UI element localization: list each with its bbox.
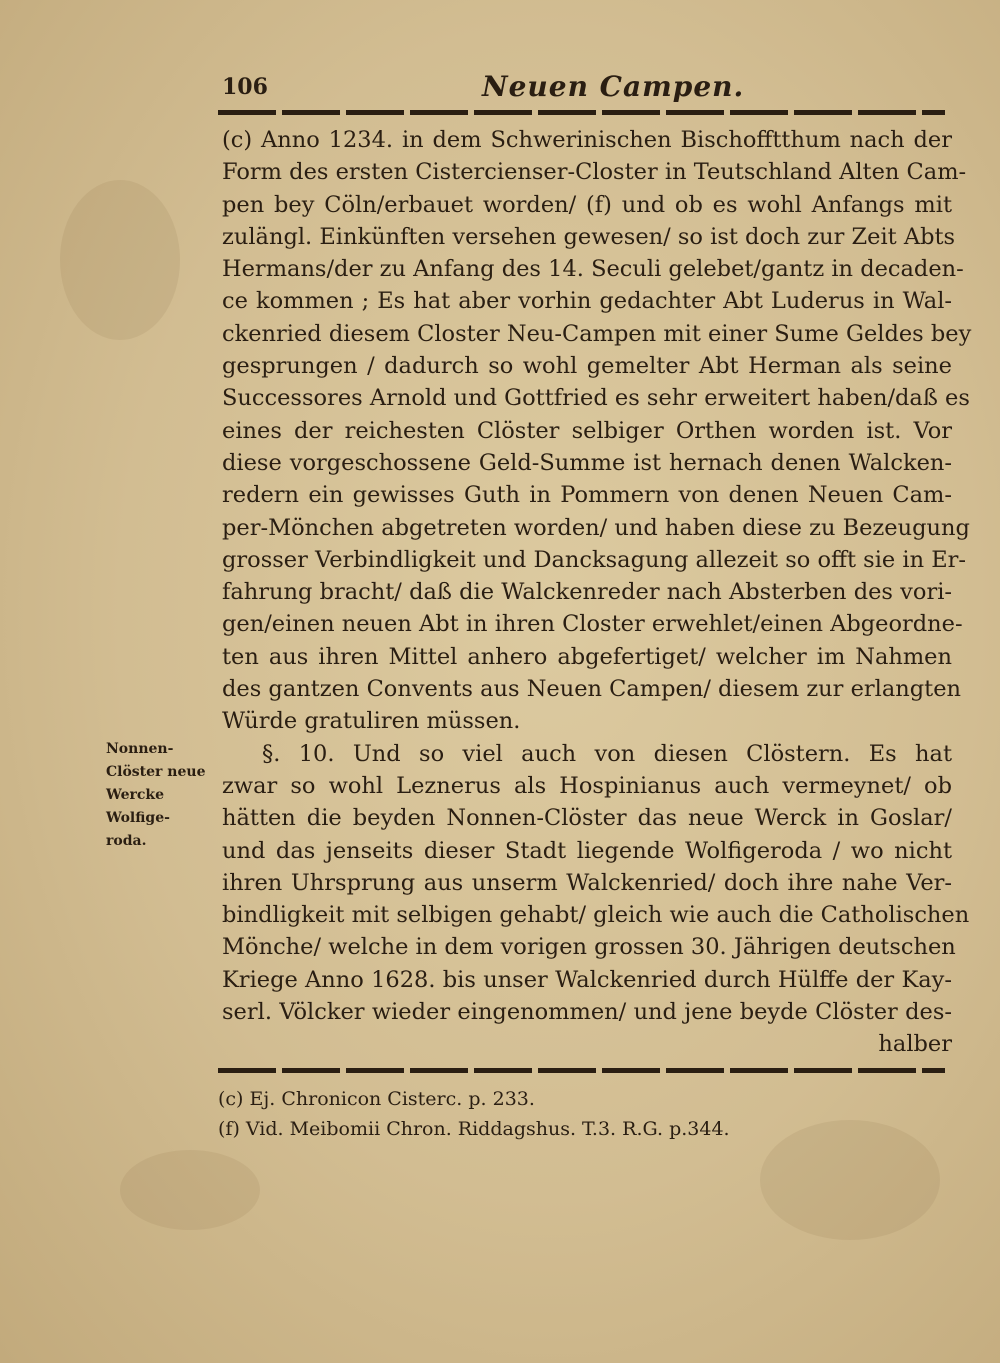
page-header xyxy=(220,70,945,106)
text-line: und das jenseits dieser Stadt liegende Wolfigeroda / wo nicht xyxy=(222,837,952,864)
margin-note-line: Wolfige- xyxy=(106,810,170,826)
header-rule xyxy=(218,110,945,115)
footnote: (f) Vid. Meibomii Chron. Riddagshus. T.3. R.G. p.344. xyxy=(218,1118,730,1140)
text-line: Mönche/ welche in dem vorigen grossen 30. Jährigen deutschen xyxy=(222,934,956,961)
text-line: zulängl. Einkünften versehen gewesen/ so ist doch zur Zeit Abts xyxy=(222,223,956,250)
text-line: zwar so wohl Leznerus als Hospinianus auch vermeynet/ ob xyxy=(222,772,952,799)
body-text xyxy=(222,124,972,1061)
margin-note xyxy=(106,738,218,853)
margin-note-line: roda. xyxy=(106,833,147,849)
text-line: serl. Völcker wieder eingenommen/ und jene beyde Clöster des- xyxy=(222,999,952,1026)
footnote: (c) Ej. Chronicon Cisterc. p. 233. xyxy=(218,1088,535,1110)
margin-note-line: Nonnen- xyxy=(106,741,174,757)
margin-note-line: Wercke xyxy=(106,787,164,803)
text-line: fahrung bracht/ daß die Walckenreder nach Absterben des vori- xyxy=(222,579,952,606)
running-head: Neuen Campen. xyxy=(482,70,745,103)
text-line: hätten die beyden Nonnen-Clöster das neue Werck in Goslar/ xyxy=(222,805,952,832)
margin-note-line: Clöster neue xyxy=(106,764,206,780)
catchword: halber xyxy=(878,1031,952,1058)
text-line: grosser Verbindligkeit und Dancksagung allezeit so offt sie in Er- xyxy=(222,546,967,573)
text-line: (c) Anno 1234. in dem Schwerinischen Bischofftthum nach der xyxy=(222,127,952,153)
text-line: ce kommen ; Es hat aber vorhin gedachter Abt Luderus in Wal- xyxy=(222,288,952,315)
footnotes xyxy=(218,1084,948,1144)
text-line: Würde gratuliren müssen. xyxy=(222,708,521,735)
text-line: ckenried diesem Closter Neu-Campen mit einer Sume Geldes bey xyxy=(222,320,972,347)
text-line: Kriege Anno 1628. bis unser Walckenried durch Hülffe der Kay- xyxy=(222,966,952,993)
text-line: des gantzen Convents aus Neuen Campen/ diesem zur erlangten xyxy=(222,676,961,703)
text-line: Form des ersten Cistercienser-Closter in Teutschland Alten Cam- xyxy=(222,159,967,186)
text-line: gesprungen / dadurch so wohl gemelter Abt Herman als seine xyxy=(222,353,952,380)
text-line: Hermans/der zu Anfang des 14. Seculi gelebet/gantz in decaden- xyxy=(222,256,964,283)
text-line: per-Mönchen abgetreten worden/ und haben diese zu Bezeugung xyxy=(222,514,970,541)
section-start-line: §. 10. Und so viel auch von diesen Clöstern. Es hat xyxy=(262,740,952,767)
text-line: gen/einen neuen Abt in ihren Closter erwehlet/einen Abgeordne- xyxy=(222,611,963,638)
text-line: diese vorgeschossene Geld-Summe ist hernach denen Walcken- xyxy=(222,449,952,476)
footnote-rule xyxy=(218,1068,945,1073)
text-line: ten aus ihren Mittel anhero abgefertiget/ welcher im Nahmen xyxy=(222,643,952,670)
page-number: 106 xyxy=(222,74,268,100)
text-line: redern ein gewisses Guth in Pommern von denen Neuen Cam- xyxy=(222,482,952,509)
text-line: bindligkeit mit selbigen gehabt/ gleich wie auch die Catholischen xyxy=(222,902,970,929)
text-line: eines der reichesten Clöster selbiger Orthen worden ist. Vor xyxy=(222,417,952,444)
text-line: ihren Uhrsprung aus unserm Walckenried/ doch ihre nahe Ver- xyxy=(222,869,952,896)
text-line: Successores Arnold und Gottfried es sehr erweitert haben/daß es xyxy=(222,385,970,412)
text-line: pen bey Cöln/erbauet worden/ (f) und ob es wohl Anfangs mit xyxy=(222,191,952,218)
